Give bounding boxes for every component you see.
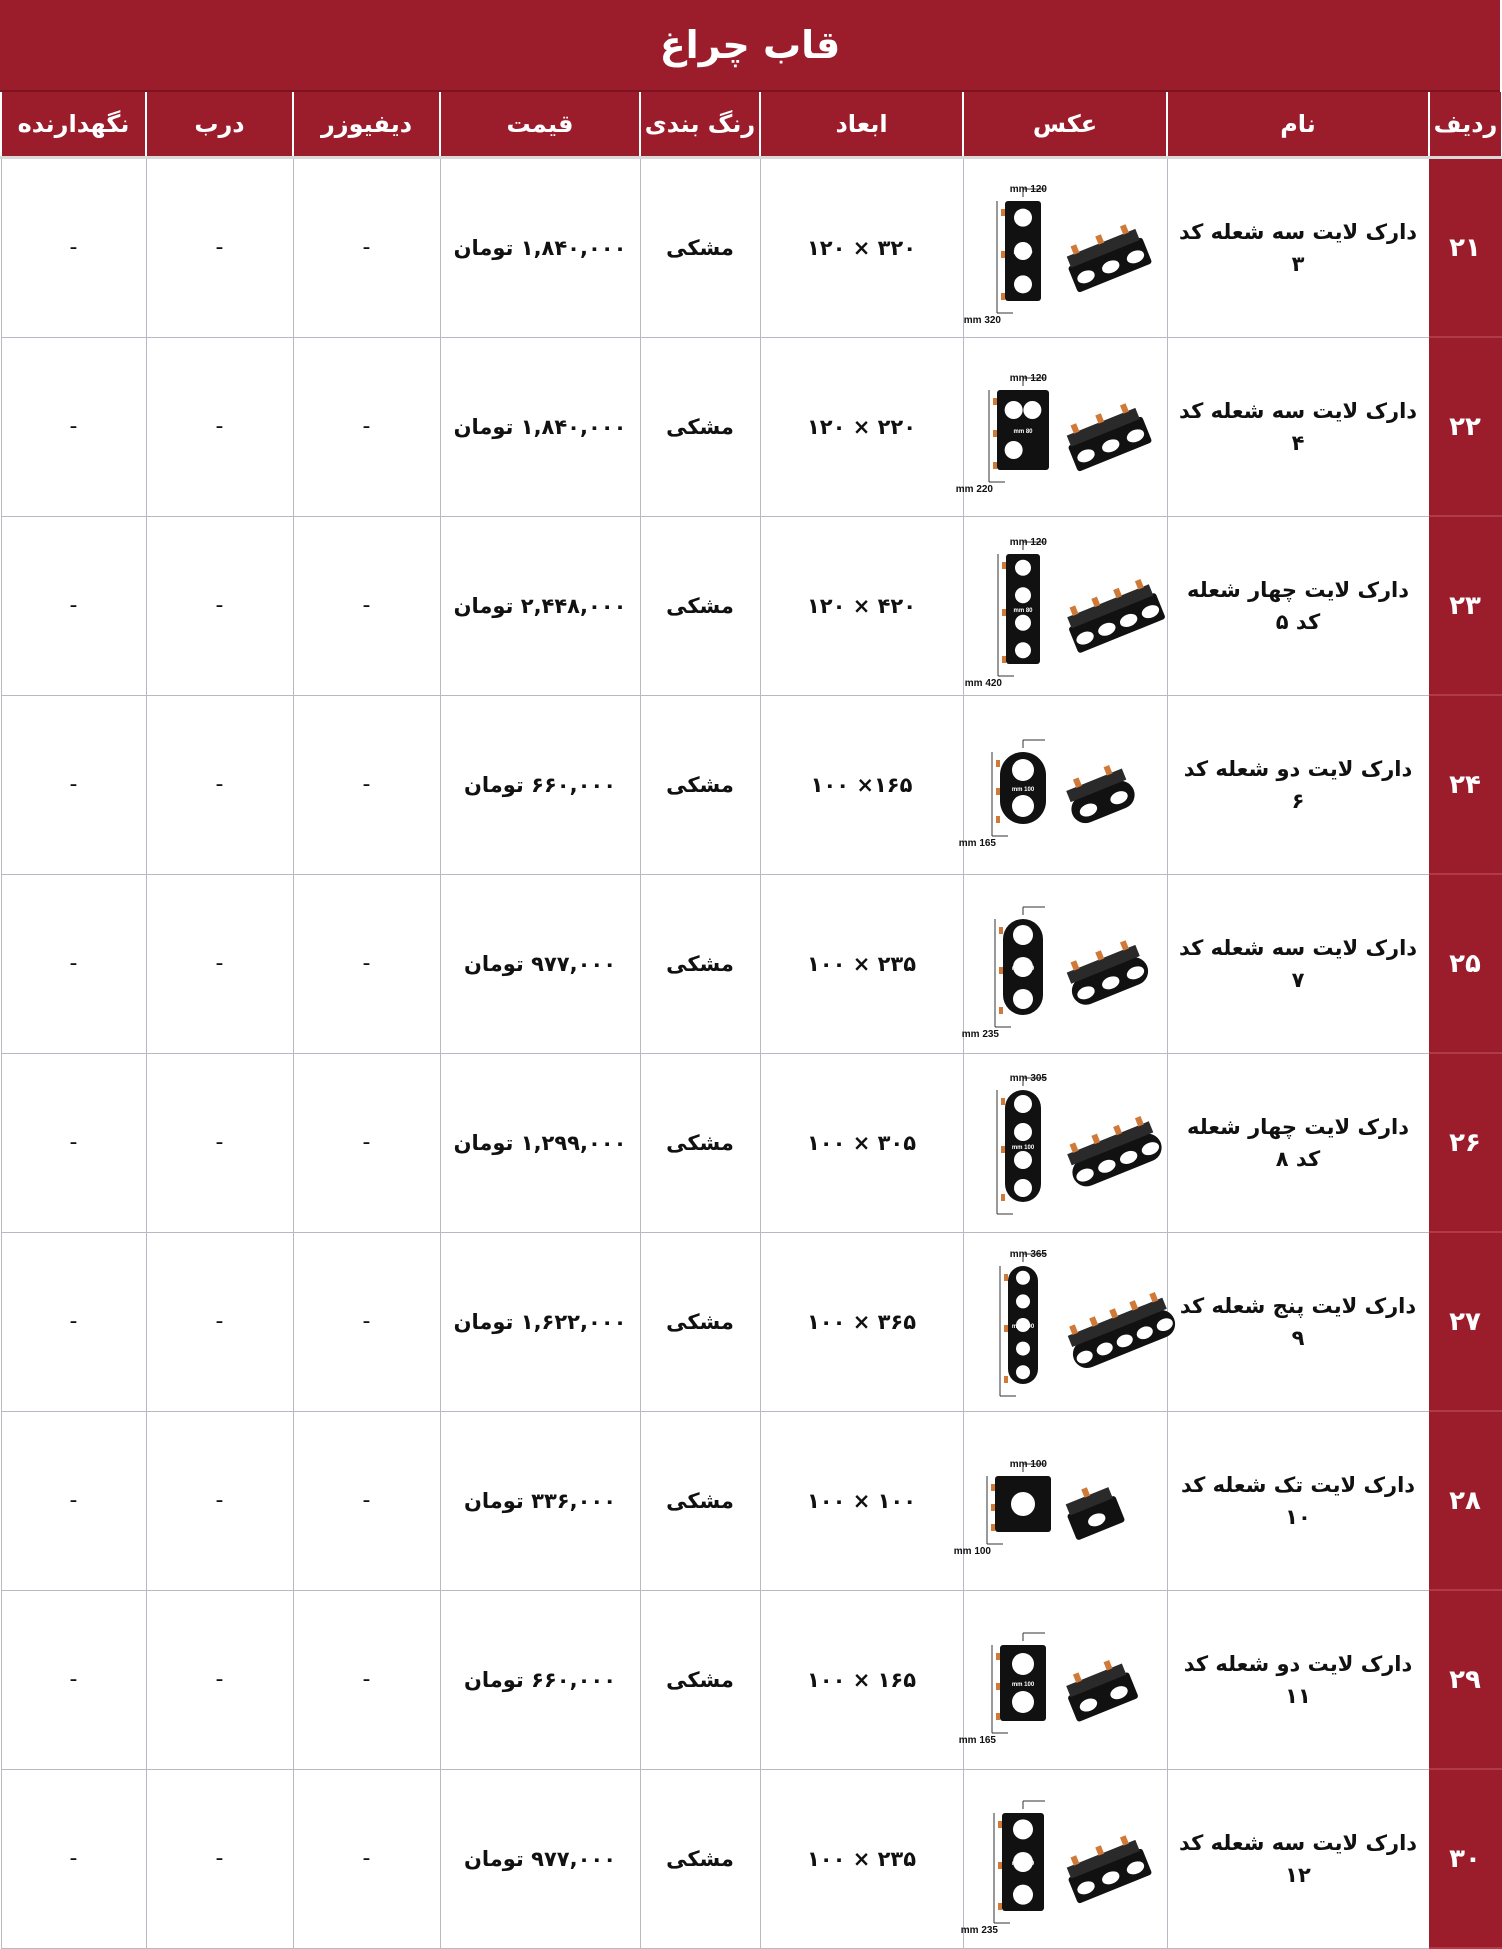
price-cell: ۹۷۷,۰۰۰ تومان — [440, 1769, 640, 1948]
clip-icon — [1001, 1146, 1005, 1153]
length-label: 420 mm — [964, 677, 1002, 689]
door-cell: - — [146, 337, 293, 516]
width-label: 120 mm — [1009, 372, 1047, 384]
table-row — [1, 1232, 1501, 1411]
door-cell: - — [146, 695, 293, 874]
column-header-image: عکس — [963, 92, 1167, 158]
door-cell: - — [146, 516, 293, 695]
lamp-hole-icon — [1013, 1819, 1033, 1839]
width-label: 100 mm — [1009, 1458, 1047, 1470]
column-header-dimensions: ابعاد — [760, 92, 963, 158]
frame-perspective-icon — [1060, 1654, 1138, 1721]
lamp-hole-icon — [1014, 1123, 1032, 1141]
column-header-price: قیمت — [440, 92, 640, 158]
lamp-hole-icon — [1016, 1341, 1030, 1355]
frame-perspective-icon — [1061, 399, 1152, 472]
dimensions-cell: ۳۲۰ × ۱۲۰ — [760, 158, 963, 338]
product-image-cell — [953, 1411, 1167, 1590]
lamp-hole-icon — [1014, 275, 1032, 293]
clip-icon — [1001, 1098, 1005, 1105]
clip-icon — [991, 1524, 995, 1531]
clip-icon — [993, 462, 997, 469]
door-cell: - — [146, 1411, 293, 1590]
door-cell: - — [146, 874, 293, 1053]
product-illustration — [953, 1426, 1165, 1576]
diffuser-cell: - — [293, 337, 440, 516]
clip-icon — [1001, 251, 1005, 258]
color-cell: مشکی — [640, 337, 760, 516]
clip-icon — [998, 1903, 1002, 1910]
product-illustration — [965, 1068, 1165, 1218]
product-name-cell: دارک لایت چهار شعله کد ۵ — [1167, 516, 1429, 695]
product-image — [964, 531, 1165, 689]
lamp-hole-icon — [1015, 642, 1031, 658]
product-image-cell — [958, 1590, 1167, 1769]
frame-perspective-icon — [1061, 1831, 1152, 1904]
table-row — [1, 1769, 1501, 1948]
holder-cell: - — [1, 337, 146, 516]
door-cell: - — [146, 158, 293, 338]
diffuser-cell: - — [293, 1411, 440, 1590]
product-illustration — [964, 531, 1165, 689]
lamp-hole-icon — [1012, 759, 1034, 781]
product-image — [965, 1247, 1165, 1397]
lamp-hole-icon — [1014, 1179, 1032, 1197]
product-image-cell — [963, 1053, 1167, 1232]
product-image-cell — [960, 1769, 1167, 1948]
product-illustration — [965, 1247, 1165, 1397]
diffuser-cell: - — [293, 1769, 440, 1948]
dimensions-cell: ۲۲۰ × ۱۲۰ — [760, 337, 963, 516]
color-cell: مشکی — [640, 1053, 760, 1232]
table-row — [1, 1590, 1501, 1769]
door-cell: - — [146, 1590, 293, 1769]
lamp-hole-icon — [1014, 1095, 1032, 1113]
product-name-cell: دارک لایت سه شعله کد ۳ — [1167, 158, 1429, 338]
clip-icon — [1002, 656, 1006, 663]
dimensions-cell: ۱۶۵ × ۱۰۰ — [760, 1590, 963, 1769]
product-image — [963, 173, 1165, 326]
table-row — [1, 1053, 1501, 1232]
clip-icon — [996, 1653, 1000, 1660]
product-name-cell: دارک لایت چهار شعله کد ۸ — [1167, 1053, 1429, 1232]
color-cell: مشکی — [640, 1769, 760, 1948]
product-illustration — [960, 1784, 1165, 1936]
lamp-hole-icon — [1016, 1365, 1030, 1379]
product-name-cell: دارک لایت سه شعله کد ۷ — [1167, 874, 1429, 1053]
inner-size-label: 80 mm — [1013, 607, 1033, 614]
lamp-hole-icon — [1005, 441, 1023, 459]
color-cell: مشکی — [640, 874, 760, 1053]
clip-icon — [996, 1683, 1000, 1690]
clip-icon — [999, 1007, 1003, 1014]
clip-icon — [999, 927, 1003, 934]
dimensions-cell: ۳۶۵ × ۱۰۰ — [760, 1232, 963, 1411]
dimensions-cell: ۴۲۰ × ۱۲۰ — [760, 516, 963, 695]
product-name-cell: دارک لایت دو شعله کد ۱۱ — [1167, 1590, 1429, 1769]
product-illustration — [958, 1605, 1165, 1755]
clip-icon — [993, 430, 997, 437]
product-image — [953, 1426, 1165, 1576]
holder-cell: - — [1, 874, 146, 1053]
page-title: قاب چراغ — [0, 0, 1500, 92]
lamp-hole-icon — [1016, 1270, 1030, 1284]
row-number-cell: ۲۸ — [1429, 1411, 1501, 1590]
frame-perspective-icon — [1061, 220, 1152, 293]
product-image — [958, 1605, 1165, 1755]
frame-perspective-icon — [1060, 1478, 1125, 1540]
lamp-hole-icon — [1013, 989, 1033, 1009]
lamp-hole-icon — [1013, 1884, 1033, 1904]
table-header-row — [1, 92, 1501, 158]
product-image — [965, 1068, 1165, 1218]
dimensions-cell: ۲۳۵ × ۱۰۰ — [760, 874, 963, 1053]
width-label: 305 mm — [1009, 1072, 1047, 1084]
clip-icon — [1001, 209, 1005, 216]
table-body — [1, 158, 1501, 1949]
holder-cell: - — [1, 1232, 146, 1411]
clip-icon — [1004, 1325, 1008, 1332]
color-cell: مشکی — [640, 516, 760, 695]
lamp-hole-icon — [1015, 559, 1031, 575]
diffuser-cell: - — [293, 874, 440, 1053]
diffuser-cell: - — [293, 516, 440, 695]
door-cell: - — [146, 1053, 293, 1232]
table-row — [1, 337, 1501, 516]
clip-icon — [1002, 562, 1006, 569]
price-cell: ۱,۸۴۰,۰۰۰ تومان — [440, 158, 640, 338]
lamp-hole-icon — [1023, 401, 1041, 419]
row-number-cell: ۲۴ — [1429, 695, 1501, 874]
length-label: 165 mm — [958, 837, 996, 849]
frame-perspective-icon — [1062, 1289, 1179, 1372]
product-table — [0, 92, 1502, 1949]
clip-icon — [1004, 1376, 1008, 1383]
length-label: 100 mm — [953, 1545, 991, 1557]
width-label: 365 mm — [1009, 1248, 1047, 1260]
inner-size-label: 100 mm — [1011, 1860, 1035, 1867]
door-cell: - — [146, 1769, 293, 1948]
price-cell: ۱,۲۹۹,۰۰۰ تومان — [440, 1053, 640, 1232]
frame-perspective-icon — [1061, 936, 1152, 1009]
dimensions-cell: ۱۶۵× ۱۰۰ — [760, 695, 963, 874]
diffuser-cell: - — [293, 695, 440, 874]
clip-icon — [996, 760, 1000, 767]
lamp-hole-icon — [1014, 1151, 1032, 1169]
clip-icon — [999, 967, 1003, 974]
inner-size-label: 100 mm — [1011, 1323, 1035, 1330]
price-cell: ۱,۸۴۰,۰۰۰ تومان — [440, 337, 640, 516]
frame-perspective-icon — [1060, 759, 1138, 826]
clip-icon — [991, 1504, 995, 1511]
inner-size-label: 100 mm — [1011, 965, 1035, 972]
length-label: 235 mm — [960, 1924, 998, 1936]
product-illustration — [958, 710, 1165, 860]
clip-icon — [1001, 293, 1005, 300]
product-name-cell: دارک لایت دو شعله کد ۶ — [1167, 695, 1429, 874]
product-image-cell — [963, 1232, 1167, 1411]
holder-cell: - — [1, 1411, 146, 1590]
price-cell: ۶۶۰,۰۰۰ تومان — [440, 1590, 640, 1769]
length-label: 235 mm — [961, 1028, 999, 1040]
color-cell: مشکی — [640, 158, 760, 338]
table-row — [1, 874, 1501, 1053]
frame-perspective-icon — [1061, 575, 1165, 653]
column-header-diffuser: دیفیوزر — [293, 92, 440, 158]
row-number-cell: ۲۱ — [1429, 158, 1501, 338]
dimensions-cell: ۳۰۵ × ۱۰۰ — [760, 1053, 963, 1232]
lamp-hole-icon — [1005, 401, 1023, 419]
dimensions-cell: ۲۳۵ × ۱۰۰ — [760, 1769, 963, 1948]
table-row — [1, 516, 1501, 695]
table-row — [1, 695, 1501, 874]
inner-size-label: 100 mm — [1011, 1681, 1035, 1688]
lamp-hole-icon — [1011, 1492, 1035, 1516]
width-label: 120 mm — [1009, 183, 1047, 195]
table-row — [1, 158, 1501, 338]
product-name-cell: دارک لایت پنج شعله کد ۹ — [1167, 1232, 1429, 1411]
product-illustration — [955, 352, 1165, 502]
row-number-cell: ۲۷ — [1429, 1232, 1501, 1411]
product-image — [961, 889, 1165, 1040]
color-cell: مشکی — [640, 1411, 760, 1590]
dimensions-cell: ۱۰۰ × ۱۰۰ — [760, 1411, 963, 1590]
frame-perspective-icon — [1061, 1112, 1165, 1190]
product-illustration — [961, 889, 1165, 1040]
holder-cell: - — [1, 158, 146, 338]
length-label: 320 mm — [963, 314, 1001, 326]
lamp-hole-icon — [1012, 795, 1034, 817]
product-name-cell: دارک لایت سه شعله کد ۱۲ — [1167, 1769, 1429, 1948]
clip-icon — [1002, 609, 1006, 616]
product-image-cell — [955, 337, 1167, 516]
row-number-cell: ۲۵ — [1429, 874, 1501, 1053]
lamp-hole-icon — [1015, 587, 1031, 603]
holder-cell: - — [1, 1769, 146, 1948]
clip-icon — [998, 1821, 1002, 1828]
price-cell: ۱,۶۲۲,۰۰۰ تومان — [440, 1232, 640, 1411]
row-number-cell: ۳۰ — [1429, 1769, 1501, 1948]
lamp-hole-icon — [1012, 1691, 1034, 1713]
row-number-cell: ۲۶ — [1429, 1053, 1501, 1232]
column-header-row-number: ردیف — [1429, 92, 1501, 158]
color-cell: مشکی — [640, 1590, 760, 1769]
product-image — [958, 710, 1165, 860]
diffuser-cell: - — [293, 1232, 440, 1411]
inner-size-label: 80 mm — [1013, 428, 1033, 435]
length-label: 165 mm — [958, 1734, 996, 1746]
width-label: 120 mm — [1009, 536, 1047, 548]
price-cell: ۶۶۰,۰۰۰ تومان — [440, 695, 640, 874]
row-number-cell: ۲۹ — [1429, 1590, 1501, 1769]
product-image-cell — [963, 516, 1167, 695]
clip-icon — [991, 1484, 995, 1491]
clip-icon — [996, 816, 1000, 823]
table-row — [1, 1411, 1501, 1590]
price-cell: ۹۷۷,۰۰۰ تومان — [440, 874, 640, 1053]
column-header-door: درب — [146, 92, 293, 158]
column-header-holder: نگهدارنده — [1, 92, 146, 158]
color-cell: مشکی — [640, 1232, 760, 1411]
inner-size-label: 100 mm — [1011, 786, 1035, 793]
lamp-hole-icon — [1015, 614, 1031, 630]
inner-size-label: 80 mm — [1013, 249, 1033, 256]
holder-cell: - — [1, 516, 146, 695]
product-image-cell — [958, 695, 1167, 874]
column-header-name: نام — [1167, 92, 1429, 158]
column-header-color: رنگ بندی — [640, 92, 760, 158]
lamp-hole-icon — [1016, 1294, 1030, 1308]
clip-icon — [993, 398, 997, 405]
product-image-cell — [963, 874, 1167, 1053]
product-name-cell: دارک لایت تک شعله کد ۱۰ — [1167, 1411, 1429, 1590]
inner-size-label: 100 mm — [1011, 1144, 1035, 1151]
clip-icon — [1001, 1194, 1005, 1201]
clip-icon — [996, 788, 1000, 795]
price-cell: ۳۳۶,۰۰۰ تومان — [440, 1411, 640, 1590]
lamp-hole-icon — [1012, 1653, 1034, 1675]
holder-cell: - — [1, 1053, 146, 1232]
length-label: 220 mm — [955, 483, 993, 495]
lamp-hole-icon — [1014, 208, 1032, 226]
lamp-hole-icon — [1013, 925, 1033, 945]
row-number-cell: ۲۲ — [1429, 337, 1501, 516]
clip-icon — [1004, 1274, 1008, 1281]
product-image — [960, 1784, 1165, 1936]
row-number-cell: ۲۳ — [1429, 516, 1501, 695]
diffuser-cell: - — [293, 1590, 440, 1769]
diffuser-cell: - — [293, 1053, 440, 1232]
door-cell: - — [146, 1232, 293, 1411]
product-image-cell — [963, 158, 1167, 338]
diffuser-cell: - — [293, 158, 440, 338]
clip-icon — [998, 1862, 1002, 1869]
product-name-cell: دارک لایت سه شعله کد ۴ — [1167, 337, 1429, 516]
color-cell: مشکی — [640, 695, 760, 874]
holder-cell: - — [1, 1590, 146, 1769]
holder-cell: - — [1, 695, 146, 874]
clip-icon — [996, 1713, 1000, 1720]
price-cell: ۲,۴۴۸,۰۰۰ تومان — [440, 516, 640, 695]
product-image — [955, 352, 1165, 502]
product-illustration — [963, 173, 1165, 326]
